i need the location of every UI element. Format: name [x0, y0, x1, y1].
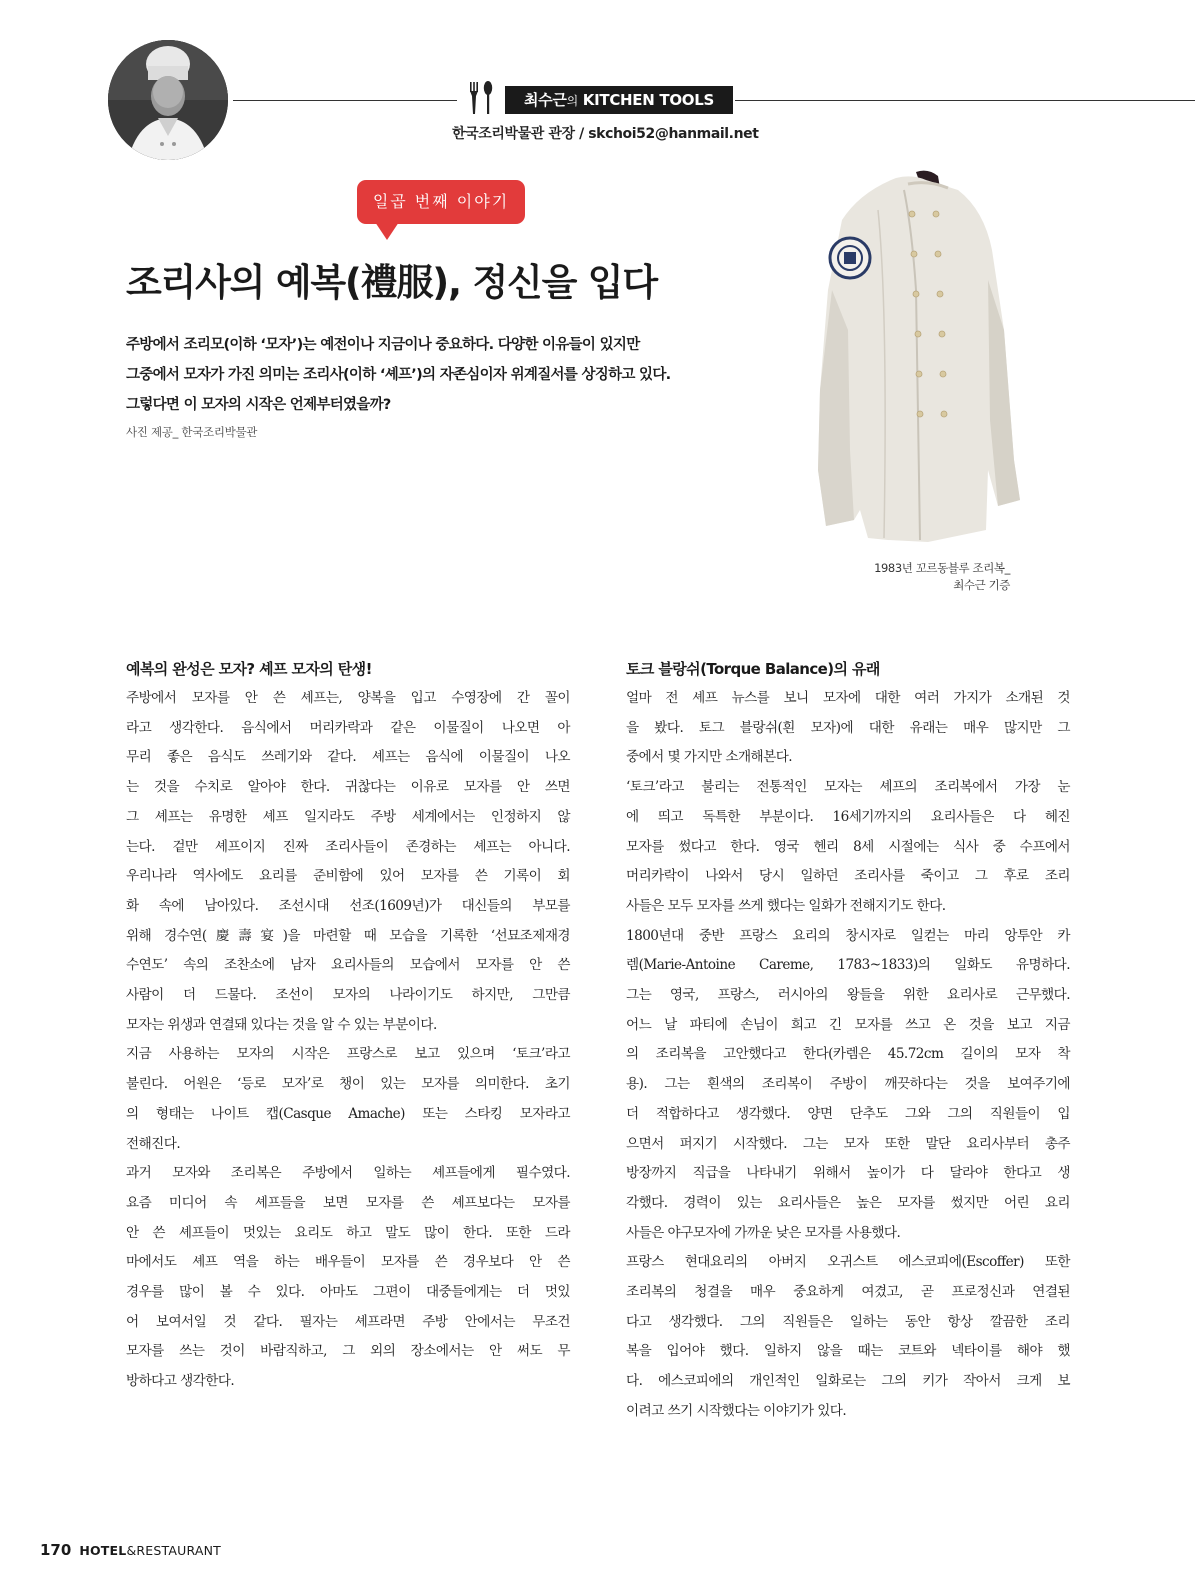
body-line: 는다. 겉만 셰프이지 진짜 조리사들이 존경하는 셰프는 아니다. — [126, 838, 570, 855]
bubble-tail — [375, 222, 399, 240]
caption-line: 1983년 꼬르동블루 조리복_ — [874, 561, 1010, 575]
body-line: 사들은 야구모자에 가까운 낮은 모자를 사용했다. — [626, 1224, 901, 1241]
body-line: 1800년대 중반 프랑스 요리의 창시자로 일컫는 마리 앙투안 카 — [626, 927, 1070, 944]
magazine-name-restaurant: RESTAURANT — [136, 1543, 221, 1558]
body-line: 주방에서 모자를 안 쓴 셰프는, 양복을 입고 수영장에 간 꼴이 — [126, 690, 570, 706]
lead-line: 그중에서 모자가 가진 의미는 조리사(이하 ‘셰프’)의 자존심이자 위계질서를 상징하고 있다. — [126, 367, 671, 383]
body-line: 으면서 퍼지기 시작했다. 그는 모자 또한 말단 요리사부터 총주 — [626, 1135, 1070, 1152]
body-line: 의 형태는 나이트 캡(Casque Amache) 또는 스타킹 모자라고 — [126, 1105, 570, 1122]
body-line: 우리나라 역사에도 요리를 준비함에 있어 모자를 쓴 기록이 회 — [126, 868, 570, 885]
series-author: 최수근 — [523, 91, 567, 109]
body-line: 모자는 위생과 연결돼 있다는 것을 알 수 있는 부분이다. — [126, 1016, 437, 1033]
series-particle: 의 — [566, 94, 578, 108]
body-line: 지금 사용하는 모자의 시작은 프랑스로 보고 있으며 ‘토크’라고 — [126, 1046, 570, 1063]
body-line: 방하다고 생각한다. — [126, 1373, 235, 1390]
body-line: ‘토크’라고 불리는 전통적인 모자는 셰프의 조리복에서 가장 눈 — [626, 779, 1070, 796]
magazine-name-hotel: HOTEL — [79, 1543, 127, 1558]
episode-bubble: 일곱 번째 이야기 — [357, 180, 525, 224]
body-line: 더 적합하다고 생각했다. 양면 단추도 그와 그의 직원들이 입 — [626, 1105, 1070, 1122]
body-line: 얼마 전 셰프 뉴스를 보니 모자에 대한 여러 가지가 소개된 것 — [626, 690, 1070, 706]
chef-jacket-photo — [808, 170, 1028, 550]
body-line: 머리카락이 나와서 당시 일하던 조리사를 죽이고 그 후로 조리 — [626, 868, 1070, 885]
body-line: 화 속에 남아있다. 조선시대 선조(1609년)가 대신들의 부모를 — [126, 897, 570, 914]
body-line: 중에서 몇 가지만 소개해본다. — [626, 749, 793, 766]
author-portrait — [108, 40, 228, 160]
article-title: 조리사의 예복(禮服), 정신을 입다 — [126, 261, 657, 304]
body-line: 그는 영국, 프랑스, 러시아의 왕들을 위한 요리사로 근무했다. — [626, 987, 1070, 1004]
body-line: 위해 경수연(慶壽宴)을 마련할 때 모습을 기록한 ‘선묘조제재경 — [126, 927, 570, 944]
photo-credit: 사진 제공_ 한국조리박물관 — [126, 425, 258, 439]
left-column — [126, 654, 570, 1397]
author-line: 한국조리박물관 관장 / skchoi52@hanmail.net — [452, 126, 759, 142]
body-line: 경우를 많이 볼 수 있다. 아마도 그편이 대중들에게는 더 멋있 — [126, 1284, 570, 1301]
body-line: 모자를 쓰는 것이 바람직하고, 그 외의 장소에서는 안 써도 무 — [126, 1343, 570, 1360]
series-name: KITCHEN TOOLS — [582, 91, 715, 109]
lead-line: 주방에서 조리모(이하 ‘모자’)는 예전이나 지금이나 중요하다. 다양한 이유들이 있지만 — [126, 337, 640, 353]
caption-line: 최수근 기증 — [953, 578, 1010, 592]
body-line: 사들은 모두 모자를 쓰게 했다는 일화가 전해지기도 한다. — [626, 897, 946, 914]
body-line: 프랑스 현대요리의 아버지 오귀스트 에스코피에(Escoffer) 또한 — [626, 1254, 1070, 1271]
chef-portrait-photo — [108, 40, 228, 160]
body-line: 다. 에스코피에의 개인적인 일화로는 그의 키가 작아서 크게 보 — [626, 1373, 1070, 1390]
right-column — [626, 654, 1070, 1427]
body-line: 조리복의 청결을 매우 중요하게 여겼고, 곧 프로정신과 연결된 — [626, 1284, 1070, 1301]
body-line: 전해진다. — [126, 1135, 181, 1152]
header-rule-left — [233, 100, 457, 101]
body-line: 무리 좋은 음식도 쓰레기와 같다. 셰프는 음식에 이물질이 나오 — [126, 749, 570, 766]
section-heading: 토크 블랑쉬(Torque Balance)의 유래 — [626, 660, 880, 678]
body-line: 라고 생각한다. 음식에서 머리카락과 같은 이물질이 나오면 아 — [126, 719, 570, 736]
body-line: 는 것을 수치로 알아야 한다. 귀찮다는 이유로 모자를 안 쓰면 — [126, 779, 570, 796]
body-line: 용). 그는 흰색의 조리복이 주방이 깨끗하다는 것을 보여주기에 — [626, 1076, 1070, 1093]
photo-caption — [820, 560, 1010, 594]
body-line: 을 봤다. 토그 블랑쉬(흰 모자)에 대한 유래는 매우 많지만 그 — [626, 719, 1070, 736]
body-line: 마에서도 셰프 역을 하는 배우들이 모자를 쓴 경우보다 안 쓴 — [126, 1254, 570, 1271]
body-line: 모자를 썼다고 한다. 영국 헨리 8세 시절에는 식사 중 수프에서 — [626, 838, 1070, 855]
series-tag — [505, 86, 733, 114]
body-line: 요즘 미디어 속 셰프들을 보면 모자를 쓴 셰프보다는 모자를 — [126, 1194, 570, 1211]
body-line: 에 띄고 독특한 부분이다. 16세기까지의 요리사들은 다 헤진 — [626, 808, 1070, 825]
body-line: 어 보여서일 것 같다. 필자는 셰프라면 주방 안에서는 무조건 — [126, 1313, 570, 1330]
page-footer — [40, 1540, 221, 1559]
header-rule-right — [735, 100, 1195, 101]
body-line: 이려고 쓰기 시작했다는 이야기가 있다. — [626, 1402, 847, 1419]
body-line: 안 쓴 셰프들이 멋있는 요리도 하고 말도 많이 한다. 또한 드라 — [126, 1224, 570, 1241]
lead-line: 그렇다면 이 모자의 시작은 언제부터였을까? — [126, 397, 391, 413]
body-line: 사람이 더 드물다. 조선이 모자의 나라이기도 하지만, 그만큼 — [126, 987, 570, 1004]
body-line: 의 조리복을 고안했다고 한다(카렘은 45.72cm 길이의 모자 착 — [626, 1046, 1070, 1063]
body-line: 렘(Marie-Antoine Careme, 1783~1833)의 일화도 유명하다. — [626, 957, 1070, 974]
section-heading: 예복의 완성은 모자? 셰프 모자의 탄생! — [126, 660, 372, 678]
fork-spoon-icon — [466, 80, 496, 114]
body-line: 방장까지 직급을 나타내기 위해서 높이가 다 달라야 한다고 생 — [626, 1165, 1070, 1182]
body-line: 복을 입어야 했다. 일하지 않을 때는 코트와 넥타이를 해야 했 — [626, 1343, 1070, 1360]
body-line: 과거 모자와 조리복은 주방에서 일하는 셰프들에게 필수였다. — [126, 1165, 570, 1182]
body-line: 다고 생각했다. 그의 직원들은 일하는 동안 항상 깔끔한 조리 — [626, 1313, 1070, 1330]
body-line: 그 셰프는 유명한 셰프 일지라도 주방 세계에서는 인정하지 않 — [126, 808, 570, 825]
body-line: 불린다. 어원은 ‘등로 모자’로 챙이 있는 모자를 의미한다. 초기 — [126, 1076, 570, 1093]
body-line: 각했다. 경력이 있는 요리사들은 높은 모자를 썼지만 어린 요리 — [626, 1194, 1070, 1211]
body-line: 수연도’ 속의 조찬소에 남자 요리사들의 모습에서 모자를 안 쓴 — [126, 957, 570, 974]
article-lead — [126, 330, 766, 420]
body-line: 어느 날 파티에 손님이 희고 긴 모자를 쓰고 온 것을 보고 지금 — [626, 1016, 1070, 1033]
page-number: 170 — [40, 1541, 72, 1559]
magazine-name-amp: & — [126, 1543, 137, 1558]
